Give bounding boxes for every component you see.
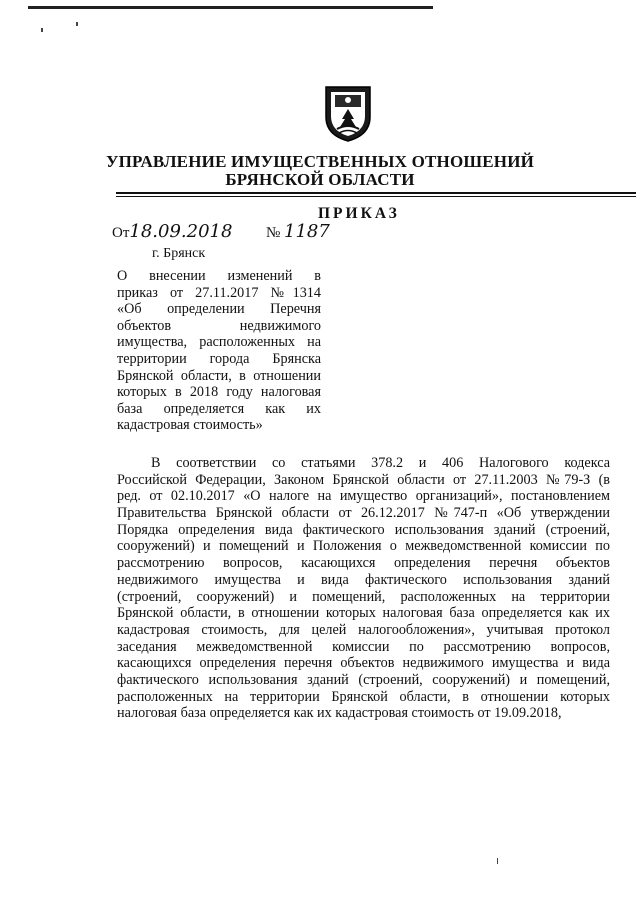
header-rule-thin (116, 196, 636, 197)
scan-speck (76, 22, 78, 26)
scan-top-line (28, 6, 433, 9)
body-line: недвижимого имущества и вида фактического использования зданий (117, 571, 610, 588)
subject-line: кадастровая стоимость» (117, 417, 263, 434)
body-line: кадастровая стоимость, для целей налогообложения», учитывая протокол (117, 621, 610, 638)
subject-line: территории города Брянска (117, 350, 321, 367)
body-line: ред. от 02.10.2017 «О налоге на имущество организаций», постановлением (117, 488, 610, 505)
body-line: налоговая база определяется как их кадастровая стоимость от 19.09.2018, (117, 705, 562, 722)
subject-line: Брянской области, в отношении (117, 367, 321, 384)
number-label: № (265, 225, 281, 241)
body-line: (строений, сооружений) и помещений, расположенных на территории (117, 588, 610, 605)
subject-line: О внесении изменений в (117, 268, 321, 284)
scan-speck (497, 858, 498, 864)
handwritten-date: 18.09.2018 (129, 221, 233, 242)
body-line: расположенных на территории Брянской области, в отношении которых (117, 688, 610, 705)
date-number-line (112, 221, 330, 242)
document-type: ПРИКАЗ (318, 205, 400, 222)
body-line: В соответствии со статьями 378.2 и 406 Налогового кодекса (151, 455, 610, 471)
header-rule-thick (116, 192, 636, 194)
city: г. Брянск (152, 246, 206, 261)
subject-line: которых в 2018 году налоговая (117, 384, 321, 401)
body-line: касающихся определения перечня объектов недвижимого имущества и вида (117, 655, 610, 672)
body-line: рассмотрению вопросов, касающихся определения перечня объектов (117, 555, 610, 572)
org-title-line2: БРЯНСКОЙ ОБЛАСТИ (225, 170, 415, 189)
subject-line: приказ от 27.11.2017 №1314 (117, 284, 321, 301)
body-line: сооружений) и помещений и Положения о межведомственной комиссии по (117, 538, 610, 555)
org-title-line1: УПРАВЛЕНИЕ ИМУЩЕСТВЕННЫХ ОТНОШЕНИЙ (105, 152, 535, 171)
subject-line: «Об определении Перечня (117, 301, 321, 318)
body-line: Правительства Брянской области от 26.12.2017 №747-п «Об утверждении (117, 505, 610, 522)
handwritten-number: 1187 (284, 221, 330, 242)
coat-of-arms-emblem (322, 83, 374, 143)
subject-line: база определяется как их (117, 400, 321, 417)
subject-line: объектов недвижимого (117, 317, 321, 334)
date-prefix: От (112, 225, 130, 241)
body-paragraph (117, 455, 610, 722)
scan-speck (41, 28, 43, 32)
body-line: фактического использования зданий (строений, сооружений) и помещений, (117, 671, 610, 688)
body-line: заседания межведомственной комиссии по рассмотрению вопросов, (117, 638, 610, 655)
subject-block (117, 268, 321, 434)
body-line: Порядка определения вида фактического использования зданий (строений, (117, 521, 610, 538)
body-line: Брянской области, в отношении которых налоговая база определяется как их (117, 605, 610, 622)
subject-line: имущества, расположенных на (117, 334, 321, 351)
body-line: Российской Федерации, Законом Брянской области от 27.11.2003 №79-З (в (117, 471, 610, 488)
